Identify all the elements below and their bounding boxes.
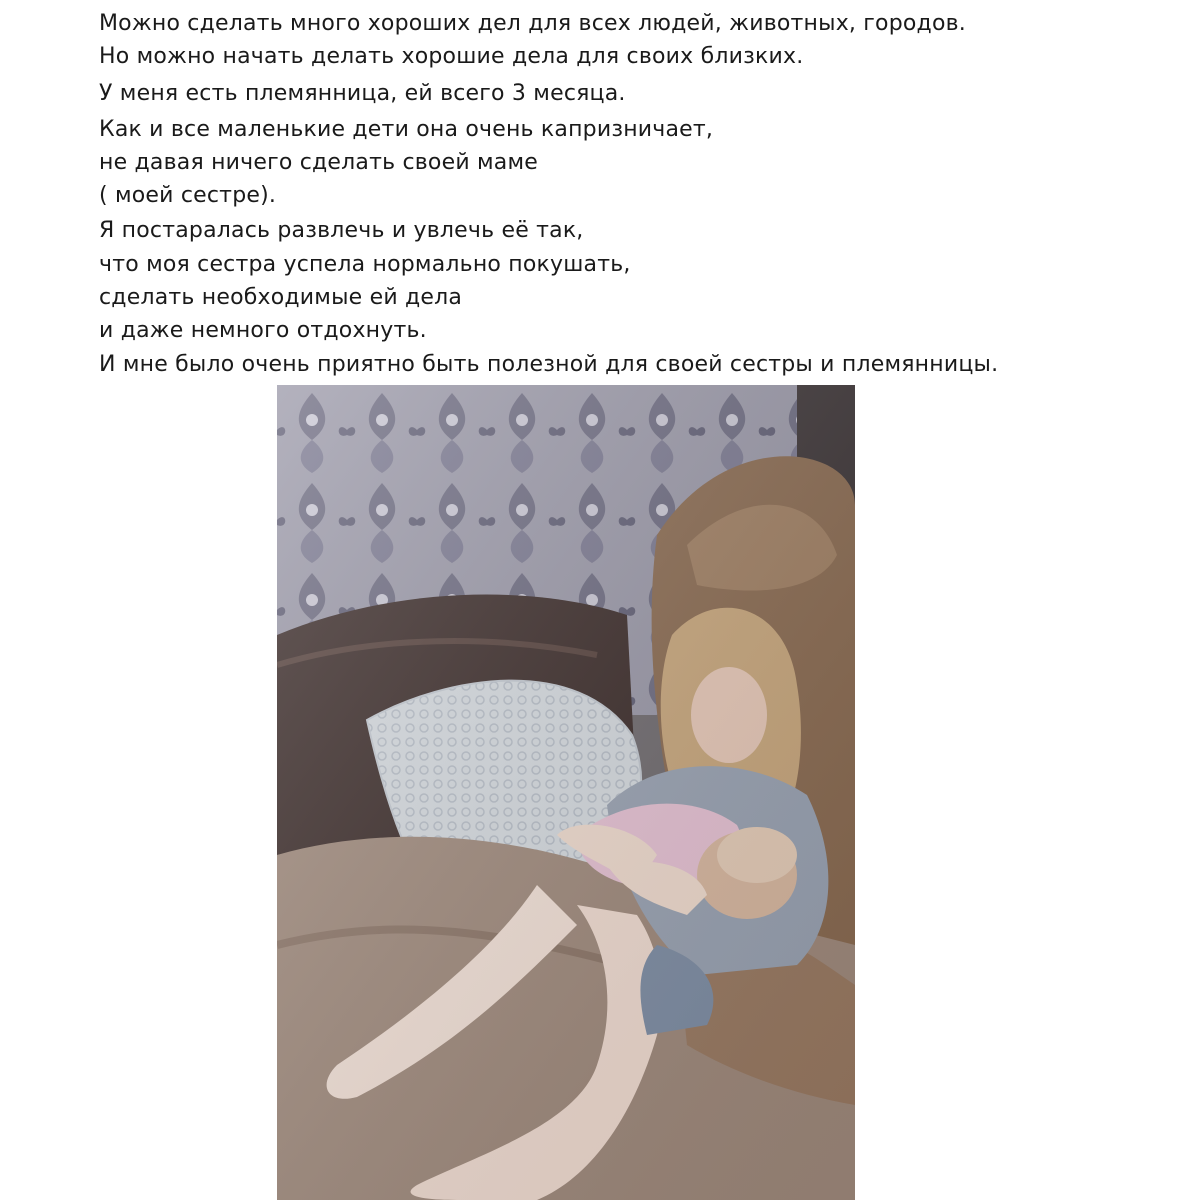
text-line-3: У меня есть племянница, ей всего 3 месяца. bbox=[99, 81, 626, 106]
text-line-4: Как и все маленькие дети она очень капризничает, bbox=[99, 117, 714, 142]
photo-girl-holding-baby bbox=[277, 385, 855, 1200]
text-line-7: Я постаралась развлечь и увлечь её так, bbox=[99, 218, 584, 243]
text-line-5: не давая ничего сделать своей маме bbox=[99, 150, 539, 175]
text-line-2: Но можно начать делать хорошие дела для своих близких. bbox=[99, 44, 804, 69]
text-line-9: сделать необходимые ей дела bbox=[99, 285, 463, 310]
text-line-6: ( моей сестре). bbox=[99, 183, 277, 208]
text-line-11: И мне было очень приятно быть полезной для своей сестры и племянницы. bbox=[99, 352, 999, 377]
text-line-10: и даже немного отдохнуть. bbox=[99, 318, 427, 343]
text-line-1: Можно сделать много хороших дел для всех людей, животных, городов. bbox=[99, 11, 966, 36]
text-line-8: что моя сестра успела нормально покушать, bbox=[99, 252, 631, 277]
